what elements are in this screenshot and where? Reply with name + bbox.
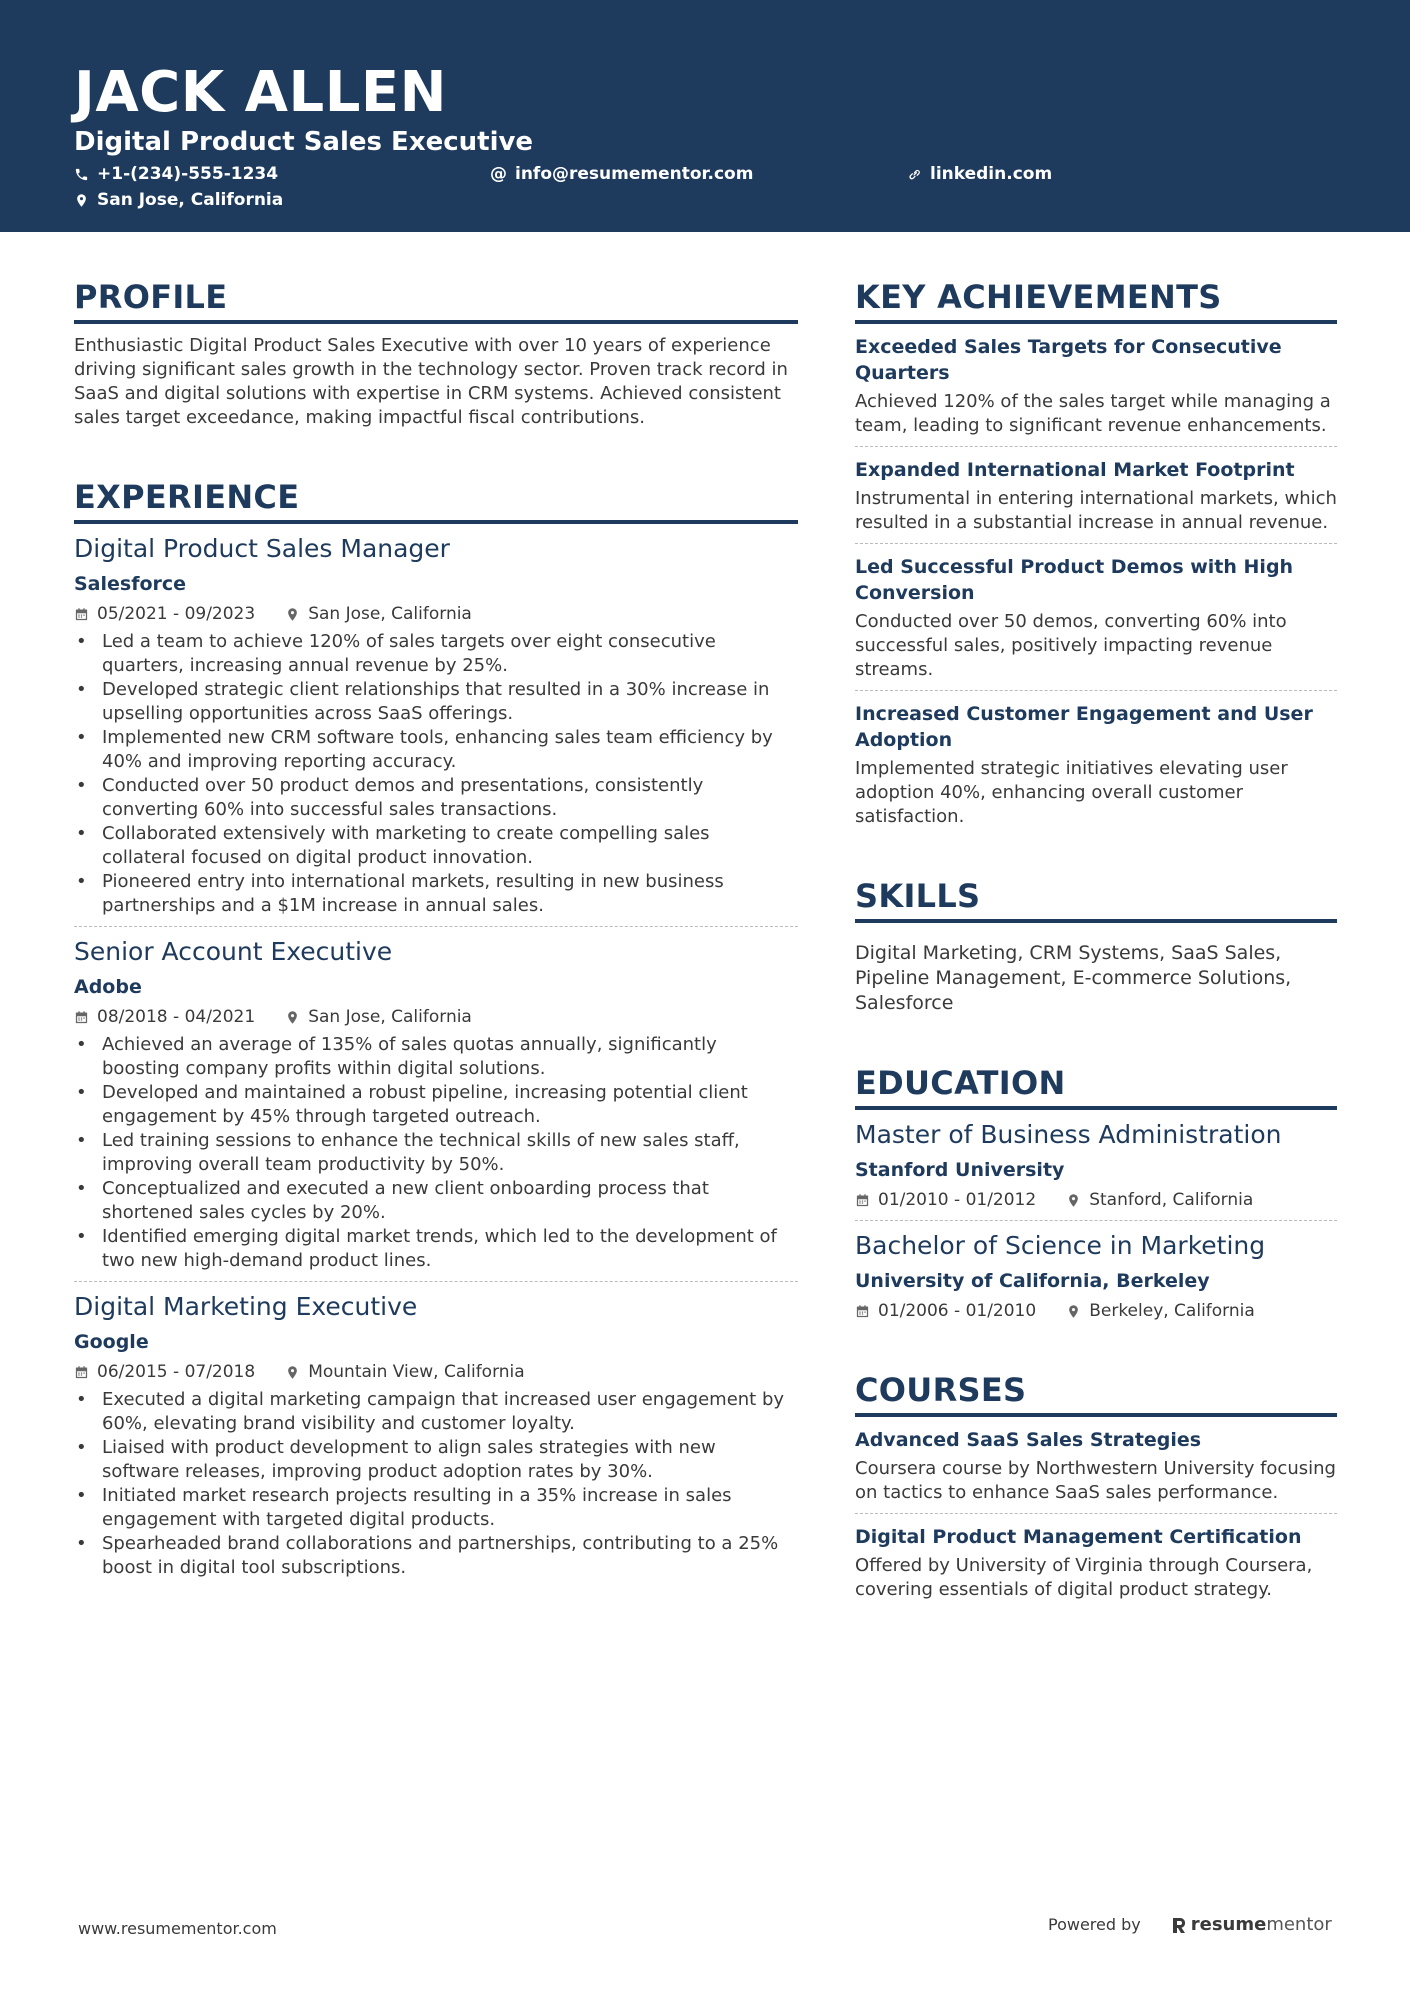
calendar-icon — [855, 1304, 870, 1319]
achievement-title: Led Successful Product Demos with High Conversion — [855, 556, 1294, 604]
job-entry — [74, 935, 798, 1273]
contact-phone[interactable] — [74, 162, 278, 186]
degree-title: Bachelor of Science in Marketing — [855, 1231, 1266, 1260]
job-title: Senior Account Executive — [74, 937, 393, 966]
company-name: Google — [74, 1331, 149, 1353]
achievement-text: Implemented strategic initiatives elevating user adoption 40%, enhancing overall customer satisfaction. — [855, 758, 1288, 827]
achievements-section — [855, 274, 1337, 829]
divider — [855, 543, 1337, 544]
skills-heading: SKILLS — [855, 873, 1337, 923]
calendar-icon — [74, 607, 89, 622]
footer-website[interactable]: www.resumementor.com — [78, 1919, 277, 1938]
bullet-item: • Executed a digital marketing campaign that increased user engagement by 60%, elevating brand visibility and customer loyalty. — [74, 1388, 798, 1436]
bullet-item: • Liaised with product development to align sales strategies with new software releases, improving product adoption rates by 30%. — [74, 1436, 798, 1484]
location-pin-icon — [1066, 1304, 1081, 1319]
bullet-item: • Identified emerging digital market trends, which led to the development of two new high-demand product lines. — [74, 1225, 798, 1273]
divider — [855, 446, 1337, 447]
achievement-item — [855, 554, 1337, 682]
education-meta — [855, 1188, 1337, 1212]
contact-email[interactable] — [490, 162, 753, 186]
job-title: Digital Marketing Executive — [74, 1292, 418, 1321]
resumementor-logo-icon — [1171, 1916, 1187, 1934]
job-title: Digital Product Sales Manager — [74, 534, 450, 563]
divider — [855, 1220, 1337, 1221]
location-pin-icon — [1066, 1193, 1081, 1208]
bullet-item: • Collaborated extensively with marketing to create compelling sales collateral focused on digital product innovation. — [74, 822, 798, 870]
resume-header — [0, 0, 1410, 232]
left-column — [74, 274, 798, 1616]
education-section — [855, 1060, 1337, 1323]
job-location: San Jose, California — [285, 1005, 472, 1029]
achievement-title: Exceeded Sales Targets for Consecutive Quarters — [855, 336, 1282, 384]
job-bullets — [74, 630, 798, 918]
job-meta — [74, 1005, 798, 1029]
bullet-item: • Implemented new CRM software tools, enhancing sales team efficiency by 40% and improving reporting accuracy. — [74, 726, 798, 774]
powered-by-label: Powered by — [1048, 1915, 1141, 1934]
divider — [74, 1281, 798, 1282]
bullet-item: • Led a team to achieve 120% of sales targets over eight consecutive quarters, increasing annual revenue by 25%. — [74, 630, 798, 678]
bullet-item: • Led training sessions to enhance the technical skills of new sales staff, improving overall team productivity by 50%. — [74, 1129, 798, 1177]
school-name: Stanford University — [855, 1159, 1065, 1181]
calendar-icon — [855, 1193, 870, 1208]
experience-heading: EXPERIENCE — [74, 474, 798, 524]
job-entry — [74, 532, 798, 918]
company-name: Salesforce — [74, 573, 187, 595]
bullet-item: • Spearheaded brand collaborations and partnerships, contributing to a 25% boost in digital tool subscriptions. — [74, 1532, 798, 1580]
footer-branding — [1048, 1914, 1332, 1935]
email-text: info@resumementor.com — [515, 164, 754, 184]
course-text: Coursera course by Northwestern University focusing on tactics to enhance SaaS sales performance. — [855, 1458, 1336, 1503]
brand-text-2: mentor — [1266, 1914, 1332, 1935]
profile-text: Enthusiastic Digital Product Sales Executive with over 10 years of experience driving significant sales growth in the technology sector. Proven track record in SaaS and digital solutions with expertise in CRM systems. Achieved consistent sales target exceedance, making impactful fiscal contributions. — [74, 335, 788, 428]
company-name: Adobe — [74, 976, 142, 998]
courses-section — [855, 1367, 1337, 1602]
achievement-item — [855, 457, 1337, 535]
education-heading: EDUCATION — [855, 1060, 1337, 1110]
bullet-item: • Developed strategic client relationships that resulted in a 30% increase in upselling opportunities across SaaS offerings. — [74, 678, 798, 726]
education-item — [855, 1118, 1337, 1212]
phone-icon — [74, 167, 89, 182]
profile-heading: PROFILE — [74, 274, 798, 324]
achievement-title: Increased Customer Engagement and User Adoption — [855, 703, 1313, 751]
education-item — [855, 1229, 1337, 1323]
calendar-icon — [74, 1010, 89, 1025]
calendar-icon — [74, 1365, 89, 1380]
course-title: Digital Product Management Certification — [855, 1526, 1302, 1548]
job-meta — [74, 602, 798, 626]
courses-heading: COURSES — [855, 1367, 1337, 1417]
location-pin-icon — [74, 193, 89, 208]
bullet-item: • Developed and maintained a robust pipeline, increasing potential client engagement by 45% through targeted outreach. — [74, 1081, 798, 1129]
course-item — [855, 1524, 1337, 1602]
achievement-text: Conducted over 50 demos, converting 60% into successful sales, positively impacting revenue streams. — [855, 611, 1287, 680]
location-pin-icon — [285, 1010, 300, 1025]
achievements-heading: KEY ACHIEVEMENTS — [855, 274, 1337, 324]
divider — [855, 1513, 1337, 1514]
education-dates: 01/2006 - 01/2010 — [855, 1299, 1036, 1323]
achievement-text: Instrumental in entering international markets, which resulted in a substantial increase in annual revenue. — [855, 488, 1337, 533]
education-location: Berkeley, California — [1066, 1299, 1255, 1323]
course-item — [855, 1427, 1337, 1505]
brand-text-1: resume — [1190, 1914, 1267, 1935]
education-meta — [855, 1299, 1337, 1323]
job-bullets — [74, 1388, 798, 1580]
location-pin-icon — [285, 1365, 300, 1380]
job-entry — [74, 1290, 798, 1580]
location-text: San Jose, California — [97, 190, 284, 210]
right-column — [855, 274, 1337, 1638]
education-location: Stanford, California — [1066, 1188, 1253, 1212]
job-dates: 06/2015 - 07/2018 — [74, 1360, 255, 1384]
course-title: Advanced SaaS Sales Strategies — [855, 1429, 1202, 1451]
job-bullets — [74, 1033, 798, 1273]
bullet-item: • Initiated market research projects resulting in a 35% increase in sales engagement with targeted digital products. — [74, 1484, 798, 1532]
contact-linkedin[interactable] — [907, 162, 1052, 186]
course-text: Offered by University of Virginia through Coursera, covering essentials of digital product strategy. — [855, 1555, 1313, 1600]
job-meta — [74, 1360, 798, 1384]
linkedin-text: linkedin.com — [930, 164, 1053, 184]
at-icon: @ — [490, 164, 507, 184]
bullet-item: • Achieved an average of 135% of sales quotas annually, significantly boosting company profits within digital solutions. — [74, 1033, 798, 1081]
achievement-item — [855, 334, 1337, 438]
bullet-item: • Conceptualized and executed a new client onboarding process that shortened sales cycles by 20%. — [74, 1177, 798, 1225]
achievement-title: Expanded International Market Footprint — [855, 459, 1295, 481]
profile-section — [74, 274, 798, 430]
divider — [855, 690, 1337, 691]
experience-section — [74, 474, 798, 1580]
candidate-title: Digital Product Sales Executive — [74, 127, 534, 157]
contact-location — [74, 188, 283, 212]
divider — [74, 926, 798, 927]
job-dates: 08/2018 - 04/2021 — [74, 1005, 255, 1029]
education-dates: 01/2010 - 01/2012 — [855, 1188, 1036, 1212]
achievement-item — [855, 701, 1337, 829]
achievement-text: Achieved 120% of the sales target while managing a team, leading to significant revenue enhancements. — [855, 391, 1331, 436]
skills-text: Digital Marketing, CRM Systems, SaaS Sales, Pipeline Management, E-commerce Solutions, Salesforce — [855, 942, 1292, 1014]
bullet-item: • Conducted over 50 product demos and presentations, consistently converting 60% into successful sales transactions. — [74, 774, 798, 822]
candidate-name: JACK ALLEN — [74, 60, 447, 125]
brand-logo[interactable] — [1171, 1914, 1332, 1935]
phone-text: +1-(234)-555-1234 — [97, 164, 279, 184]
location-pin-icon — [285, 607, 300, 622]
school-name: University of California, Berkeley — [855, 1270, 1210, 1292]
skills-section — [855, 873, 1337, 1016]
job-dates: 05/2021 - 09/2023 — [74, 602, 255, 626]
job-location: Mountain View, California — [285, 1360, 524, 1384]
link-icon — [907, 167, 922, 182]
job-location: San Jose, California — [285, 602, 472, 626]
bullet-item: • Pioneered entry into international markets, resulting in new business partnerships and a $1M increase in annual sales. — [74, 870, 798, 918]
degree-title: Master of Business Administration — [855, 1120, 1282, 1149]
